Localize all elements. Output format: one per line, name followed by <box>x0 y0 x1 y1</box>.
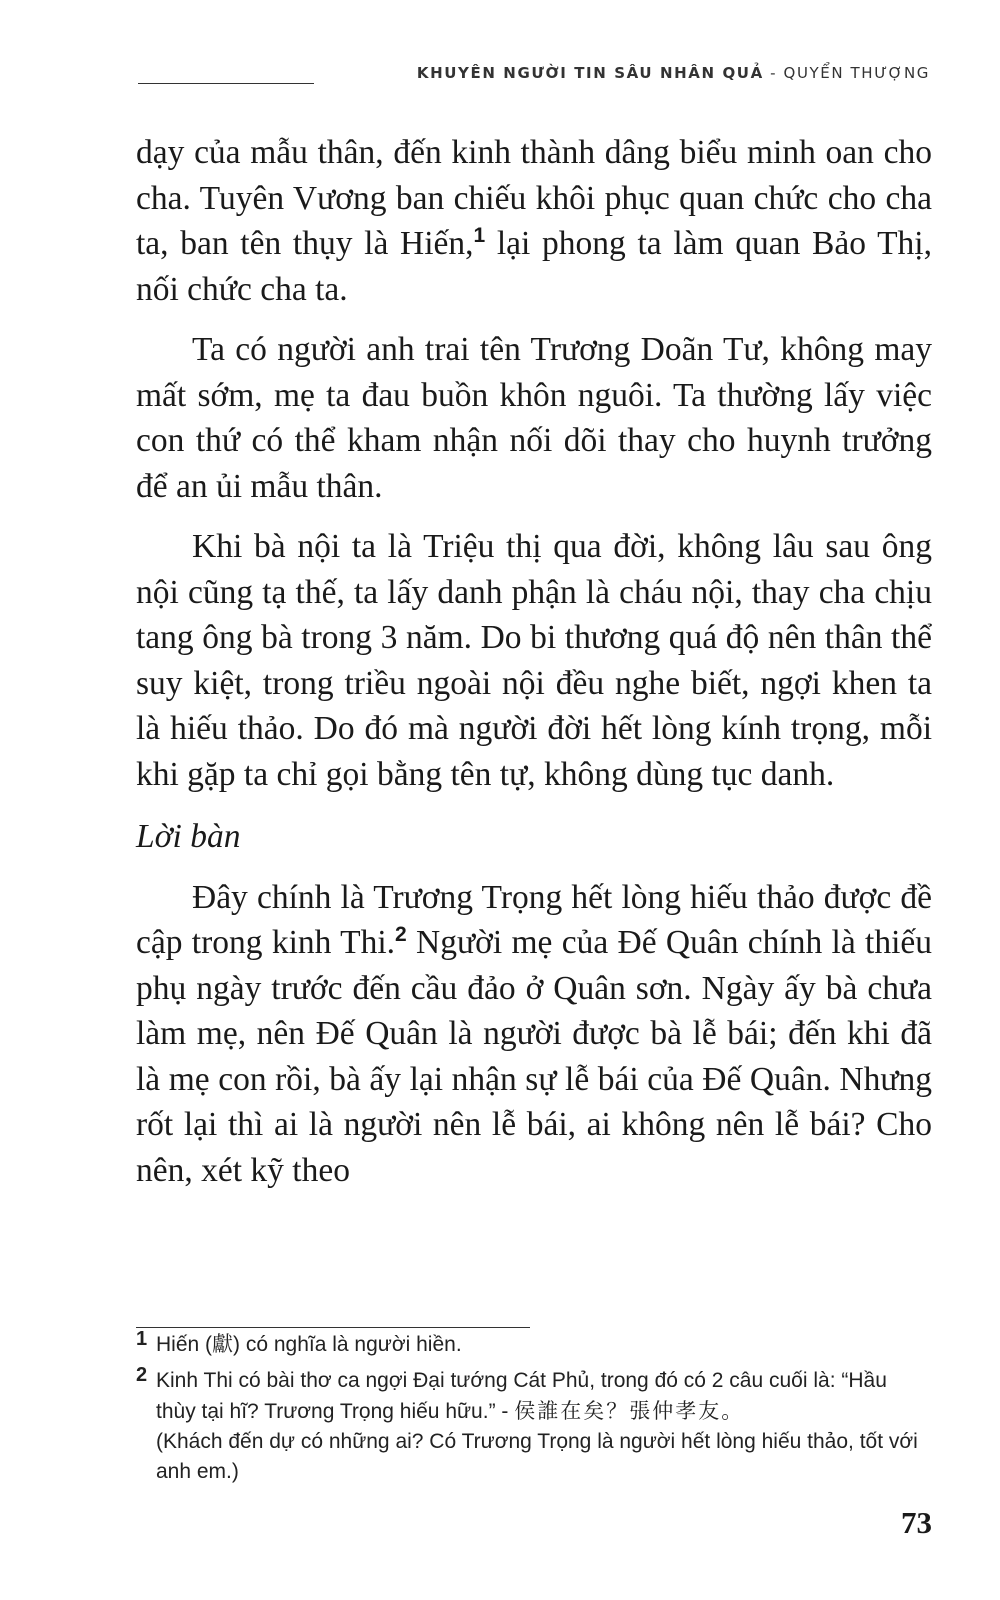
paragraph-1-tail: lại phong ta làm quan Bảo Thị, nối chức cha ta. <box>136 225 932 308</box>
header-title <box>417 64 930 82</box>
running-header <box>138 58 930 88</box>
footnote-number: 2 <box>136 1364 148 1386</box>
main-text <box>136 130 932 1208</box>
paragraph-4-text: Đây chính là Trương Trọng hết lòng hiếu thảo được đề cập trong kinh Thi. <box>136 878 932 961</box>
paragraph-2: Ta có người anh trai tên Trương Doãn Tư, không may mất sớm, mẹ ta đau buồn khôn nguôi. Ta thường lấy việc con thứ có thể kham nhận nối dõi thay cho huynh trưởng để an ủi mẫu thân. <box>136 331 932 505</box>
footnote-number: 1 <box>136 1328 148 1350</box>
footnote-ref-2: 2 <box>395 923 407 946</box>
section-heading: Lời bàn <box>136 818 241 855</box>
paragraph-1-text: dạy của mẫu thân, đến kinh thành dâng biểu minh oan cho cha. Tuyên Vương ban chiếu khôi phục quan chức cho cha ta, ban tên thụy là Hiến, <box>136 134 932 262</box>
paragraph-4 <box>136 875 932 1194</box>
footnotes <box>136 1330 932 1493</box>
footnote-text: Hiến (獻) có nghĩa là người hiền. <box>156 1333 462 1356</box>
paragraph-3: Khi bà nội ta là Triệu thị qua đời, không lâu sau ông nội cũng tạ thế, ta lấy danh phận là cháu nội, thay cha chịu tang ông bà trong 3 năm. Do bi thương quá độ nên thân thể suy kiệt, trong triều ngoài nội đều nghe biết, ngợi khen ta là hiếu thảo. Do đó mà người đời hết lòng kính trọng, mỗi khi gặp ta chỉ gọi bằng tên tự, không dùng tục danh. <box>136 528 932 793</box>
footnote-2 <box>136 1366 932 1487</box>
footnote-2-translation: (Khách đến dự có những ai? Có Trương Trọng là người hết lòng hiếu thảo, tốt với anh em.) <box>156 1430 918 1483</box>
header-volume: QUYỂN THƯỢNG <box>783 64 930 82</box>
page-number: 73 <box>901 1505 932 1540</box>
footnote-rule <box>136 1327 530 1328</box>
header-book-title: KHUYÊN NGƯỜI TIN SÂU NHÂN QUẢ <box>416 64 764 82</box>
header-separator: - <box>763 64 784 82</box>
footnote-ref-1: 1 <box>473 224 486 247</box>
paragraph-4-tail: Người mẹ của Đế Quân chính là thiếu phụ ngày trước đến cầu đảo ở Quân sơn. Ngày ấy bà chưa làm mẹ, nên Đế Quân là người được bà lễ bái; đến khi đã là mẹ con rồi, bà ấy lại nhận sự lễ bái của Đế Quân. Nhưng rốt lại thì ai là người nên lễ bái, ai không nên lễ bái? Cho nên, xét kỹ theo <box>136 924 932 1189</box>
footnote-2-text: Kinh Thi có bài thơ ca ngợi Đại tướng Cát Phủ, trong đó có 2 câu cuối là: “Hầu thùy tại hĩ? Trương Trọng hiếu hữu.” - <box>156 1369 887 1423</box>
footnote-1 <box>136 1330 932 1360</box>
paragraph-1 <box>136 130 932 312</box>
footnote-text <box>156 1366 932 1487</box>
header-rule <box>138 83 314 84</box>
footnote-2-chinese: 侯誰在矣？張仲孝友。 <box>514 1399 745 1423</box>
